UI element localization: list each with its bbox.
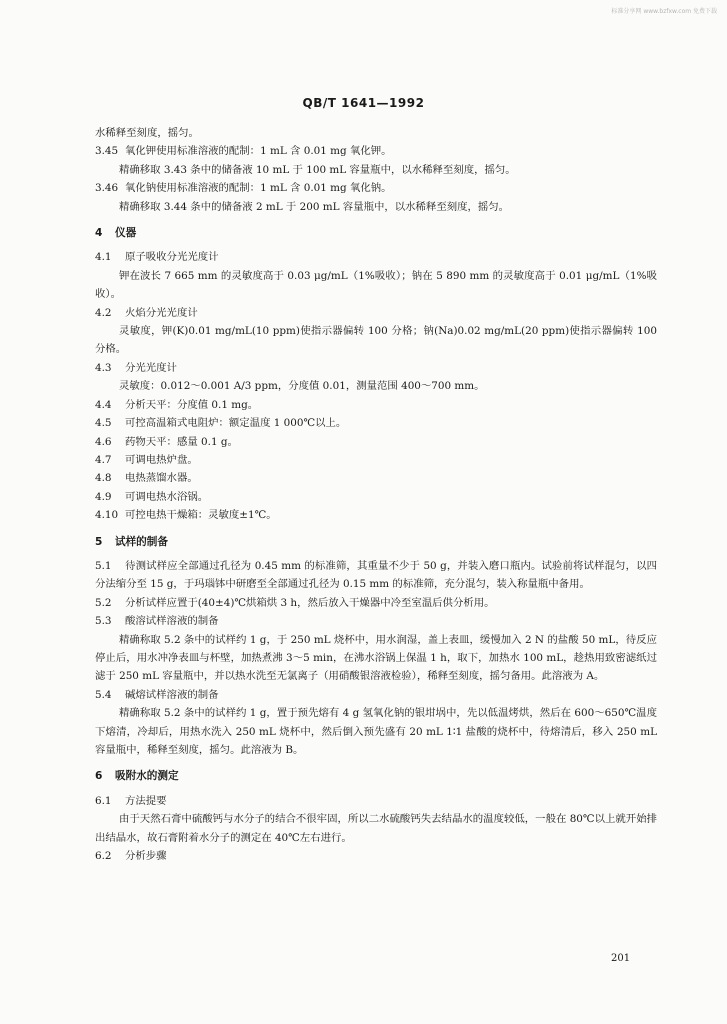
clause bbox=[95, 304, 657, 322]
section-title: 吸附水的测定 bbox=[115, 770, 179, 783]
clause-number: 4.5 bbox=[95, 417, 112, 430]
clause-number: 4.1 bbox=[95, 251, 112, 264]
clause-text: 火焰分光光度计 bbox=[125, 306, 198, 319]
clause-number: 4.4 bbox=[95, 398, 112, 411]
clause bbox=[95, 142, 657, 160]
clause-number: 3.46 bbox=[95, 182, 119, 195]
clause-number: 4.7 bbox=[95, 453, 112, 466]
paragraph: 精确称取 5.2 条中的试样约 1 g，置于预先熔有 4 g 氢氧化钠的银坩埚中，先以低温烤烘，然后在 600～650℃温度下熔清，冷却后，用热水洗入 250 mL 烧杯中，然后倒入预先盛有 20 mL 1∶1 盐酸的烧杯中，待熔清后，移入 250 mL 容量瓶中，稀释至刻度，摇匀。此溶液为 B。 bbox=[95, 707, 657, 756]
page-header: QB/T 1641—1992 bbox=[302, 96, 425, 110]
clause-text: 可调电热水浴锅。 bbox=[125, 490, 209, 503]
paragraph: 钾在波长 7 665 mm 的灵敏度高于 0.03 μg/mL（1%吸收）；钠在 5 890 mm 的灵敏度高于 0.01 μg/mL（1%吸收）。 bbox=[95, 269, 657, 301]
clause-number: 5.3 bbox=[95, 615, 112, 628]
section-title: 试样的制备 bbox=[115, 535, 168, 548]
clause bbox=[95, 469, 657, 487]
clause-number: 5.2 bbox=[95, 596, 112, 609]
clause-number: 6.2 bbox=[95, 850, 112, 863]
clause bbox=[95, 396, 657, 414]
clause-text: 可调电热炉盘。 bbox=[125, 453, 198, 466]
clause-number: 5.4 bbox=[95, 688, 112, 701]
clause bbox=[95, 248, 657, 266]
section-heading bbox=[95, 533, 657, 551]
clause bbox=[95, 792, 657, 810]
clause-number: 4.6 bbox=[95, 435, 112, 448]
clause-text: 氧化钠使用标准溶液的配制：1 mL 含 0.01 mg 氧化钠。 bbox=[125, 182, 392, 195]
section-number: 4 bbox=[95, 227, 103, 240]
clause-text: 可控高温箱式电阻炉：额定温度 1 000℃以上。 bbox=[125, 417, 347, 430]
paragraph: 精确称取 5.2 条中的试样约 1 g，于 250 mL 烧杯中，用水润湿，盖上表皿，缓慢加入 2 N 的盐酸 50 mL，待反应停止后，用水冲净表皿与杯壁，加热煮沸 3～5 min，在沸水浴锅上保温 1 h，取下，加热水 100 mL，趁热用致密滤纸过滤于 250 mL 容量瓶中，并以热水洗至无氯离子（用硝酸银溶液检验），稀释至刻度，摇匀备用。此溶液为 A。 bbox=[95, 633, 657, 683]
clause bbox=[95, 847, 657, 865]
clause-text: 原子吸收分光光度计 bbox=[125, 251, 219, 264]
clause-text: 分析天平：分度值 0.1 mg。 bbox=[125, 398, 259, 411]
clause-number: 4.3 bbox=[95, 361, 112, 374]
paragraph: 精确移取 3.43 条中的储备液 10 mL 于 100 mL 容量瓶中，以水稀释至刻度，摇匀。 bbox=[119, 163, 516, 176]
clause-number: 4.10 bbox=[95, 509, 119, 522]
clause-text: 药物天平：感量 0.1 g。 bbox=[125, 435, 238, 448]
clause bbox=[95, 179, 657, 197]
section-heading bbox=[95, 224, 657, 242]
section-number: 5 bbox=[95, 535, 103, 548]
clause-number: 4.9 bbox=[95, 490, 112, 503]
clause bbox=[95, 414, 657, 432]
clause-number: 4.8 bbox=[95, 472, 112, 485]
clause-text: 可控电热干燥箱：灵敏度±1℃。 bbox=[125, 509, 277, 522]
clause bbox=[95, 612, 657, 630]
clause-number: 5.1 bbox=[95, 559, 112, 572]
paragraph: 水稀释至刻度，摇匀。 bbox=[95, 127, 199, 139]
clause-text: 分光光度计 bbox=[125, 361, 177, 374]
section-number: 6 bbox=[95, 770, 103, 783]
clause-text: 方法提要 bbox=[125, 794, 167, 807]
clause-text: 酸溶试样溶液的制备 bbox=[125, 615, 219, 628]
clause-text: 分析步骤 bbox=[125, 850, 167, 863]
watermark: 标准分享网 www.bzfxw.com 免费下载 bbox=[611, 8, 717, 15]
paragraph: 灵敏度：0.012～0.001 A/3 ppm，分度值 0.01，测量范围 400～700 mm。 bbox=[119, 380, 485, 393]
clause-text: 电热蒸馏水器。 bbox=[125, 472, 198, 485]
clause bbox=[95, 557, 657, 594]
paragraph: 由于天然石膏中硫酸钙与水分子的结合不很牢固，所以二水硫酸钙失去结晶水的温度较低，一般在 80℃以上就开始排出结晶水，故石膏附着水分子的测定在 40℃左右进行。 bbox=[95, 813, 657, 844]
clause bbox=[95, 451, 657, 469]
clause bbox=[95, 433, 657, 451]
section-title: 仪器 bbox=[115, 227, 137, 240]
clause bbox=[95, 594, 657, 612]
document-body bbox=[95, 124, 657, 865]
paragraph: 灵敏度，钾(K)0.01 mg/mL(10 ppm)使指示器偏转 100 分格；钠(Na)0.02 mg/mL(20 ppm)使指示器偏转 100 分格。 bbox=[95, 325, 657, 356]
clause-text: 氧化钾使用标准溶液的配制：1 mL 含 0.01 mg 氧化钾。 bbox=[125, 145, 392, 158]
clause-text: 碱熔试样溶液的制备 bbox=[125, 688, 219, 701]
clause bbox=[95, 488, 657, 506]
clause-number: 6.1 bbox=[95, 794, 112, 807]
clause-text: 待测试样应全部通过孔径为 0.45 mm 的标准筛，其重量不少于 50 g，并装入磨口瓶内。试验前将试样混匀，以四分法缩分至 15 g，于玛瑙钵中研磨至全部通过孔径为 0.15 mm 的标准筛，充分混匀，装入称量瓶中备用。 bbox=[95, 559, 657, 591]
page-number: 201 bbox=[611, 953, 631, 964]
clause bbox=[95, 686, 657, 704]
clause-number: 4.2 bbox=[95, 306, 112, 319]
section-heading bbox=[95, 767, 657, 785]
clause bbox=[95, 359, 657, 377]
clause bbox=[95, 506, 657, 524]
clause-text: 分析试样应置于(40±4)℃烘箱烘 3 h，然后放入干燥器中冷至室温后供分析用。 bbox=[125, 596, 495, 609]
clause-number: 3.45 bbox=[95, 145, 119, 158]
paragraph: 精确移取 3.44 条中的储备液 2 mL 于 200 mL 容量瓶中，以水稀释至刻度，摇匀。 bbox=[119, 200, 510, 213]
